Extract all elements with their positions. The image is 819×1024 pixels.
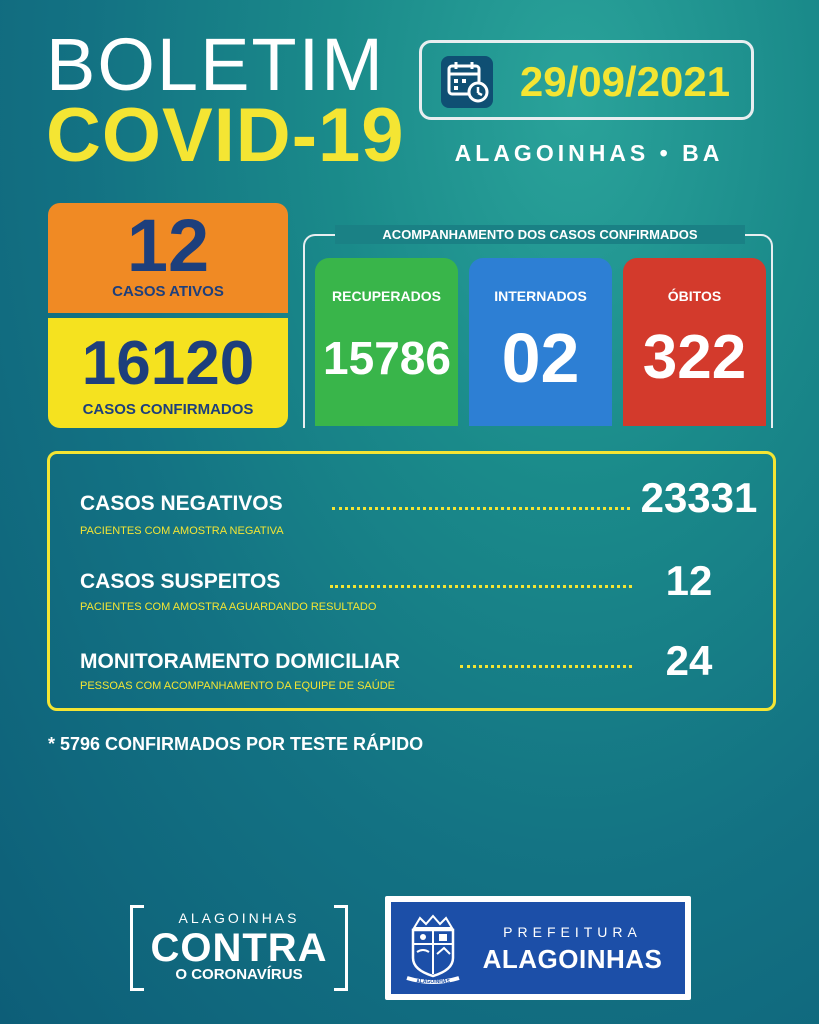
- prefeitura-city: ALAGOINHAS: [482, 944, 663, 974]
- home-monitoring-leader: [460, 665, 632, 668]
- report-date: 29/09/2021: [519, 58, 731, 105]
- active-cases-label: CASOS ATIVOS: [112, 283, 224, 300]
- hospitalized-label: INTERNADOS: [494, 288, 587, 304]
- suspect-cases-leader: [330, 585, 632, 588]
- crest-banner-text: ALAGOINHAS: [416, 979, 450, 985]
- calendar-clock-icon: [441, 56, 493, 108]
- negative-cases-subtitle: PACIENTES COM AMOSTRA NEGATIVA: [80, 525, 284, 537]
- campaign-logo-top: ALAGOINHAS: [178, 910, 300, 926]
- confirmed-cases-label: CASOS CONFIRMADOS: [82, 401, 254, 418]
- title-covid: COVID-19: [46, 93, 405, 178]
- deaths-value: 322: [642, 323, 747, 392]
- title-boletim: BOLETIM: [46, 23, 385, 106]
- recovered-label: RECUPERADOS: [332, 288, 441, 304]
- campaign-logo-bottom: O CORONAVÍRUS: [175, 966, 303, 983]
- location-label: ALAGOINHAS • BA: [454, 140, 724, 166]
- active-cases-value: 12: [126, 204, 210, 287]
- home-monitoring-subtitle: PESSOAS COM ACOMPANHAMENTO DA EQUIPE DE SAÚDE: [80, 680, 395, 692]
- home-monitoring-value: 24: [665, 637, 713, 684]
- suspect-cases-subtitle: PACIENTES COM AMOSTRA AGUARDANDO RESULTADO: [80, 601, 377, 613]
- rapid-test-footnote: * 5796 CONFIRMADOS POR TESTE RÁPIDO: [48, 734, 424, 754]
- negative-cases-value: 23331: [640, 474, 758, 521]
- recovered-value: 15786: [323, 332, 451, 384]
- tracking-title: ACOMPANHAMENTO DOS CASOS CONFIRMADOS: [335, 225, 745, 244]
- negative-cases-leader: [332, 507, 630, 510]
- hospitalized-value: 02: [501, 319, 580, 397]
- confirmed-cases-value: 16120: [81, 329, 255, 398]
- negative-cases-title: CASOS NEGATIVOS: [80, 492, 283, 515]
- home-monitoring-title: MONITORAMENTO DOMICILIAR: [80, 650, 401, 673]
- city-crest-icon: [404, 912, 462, 986]
- deaths-label: ÓBITOS: [667, 288, 722, 304]
- suspect-cases-value: 12: [665, 557, 713, 604]
- suspect-cases-title: CASOS SUSPEITOS: [80, 570, 281, 593]
- prefeitura-label: PREFEITURA: [503, 924, 642, 940]
- campaign-logo-main: CONTRA: [150, 926, 328, 970]
